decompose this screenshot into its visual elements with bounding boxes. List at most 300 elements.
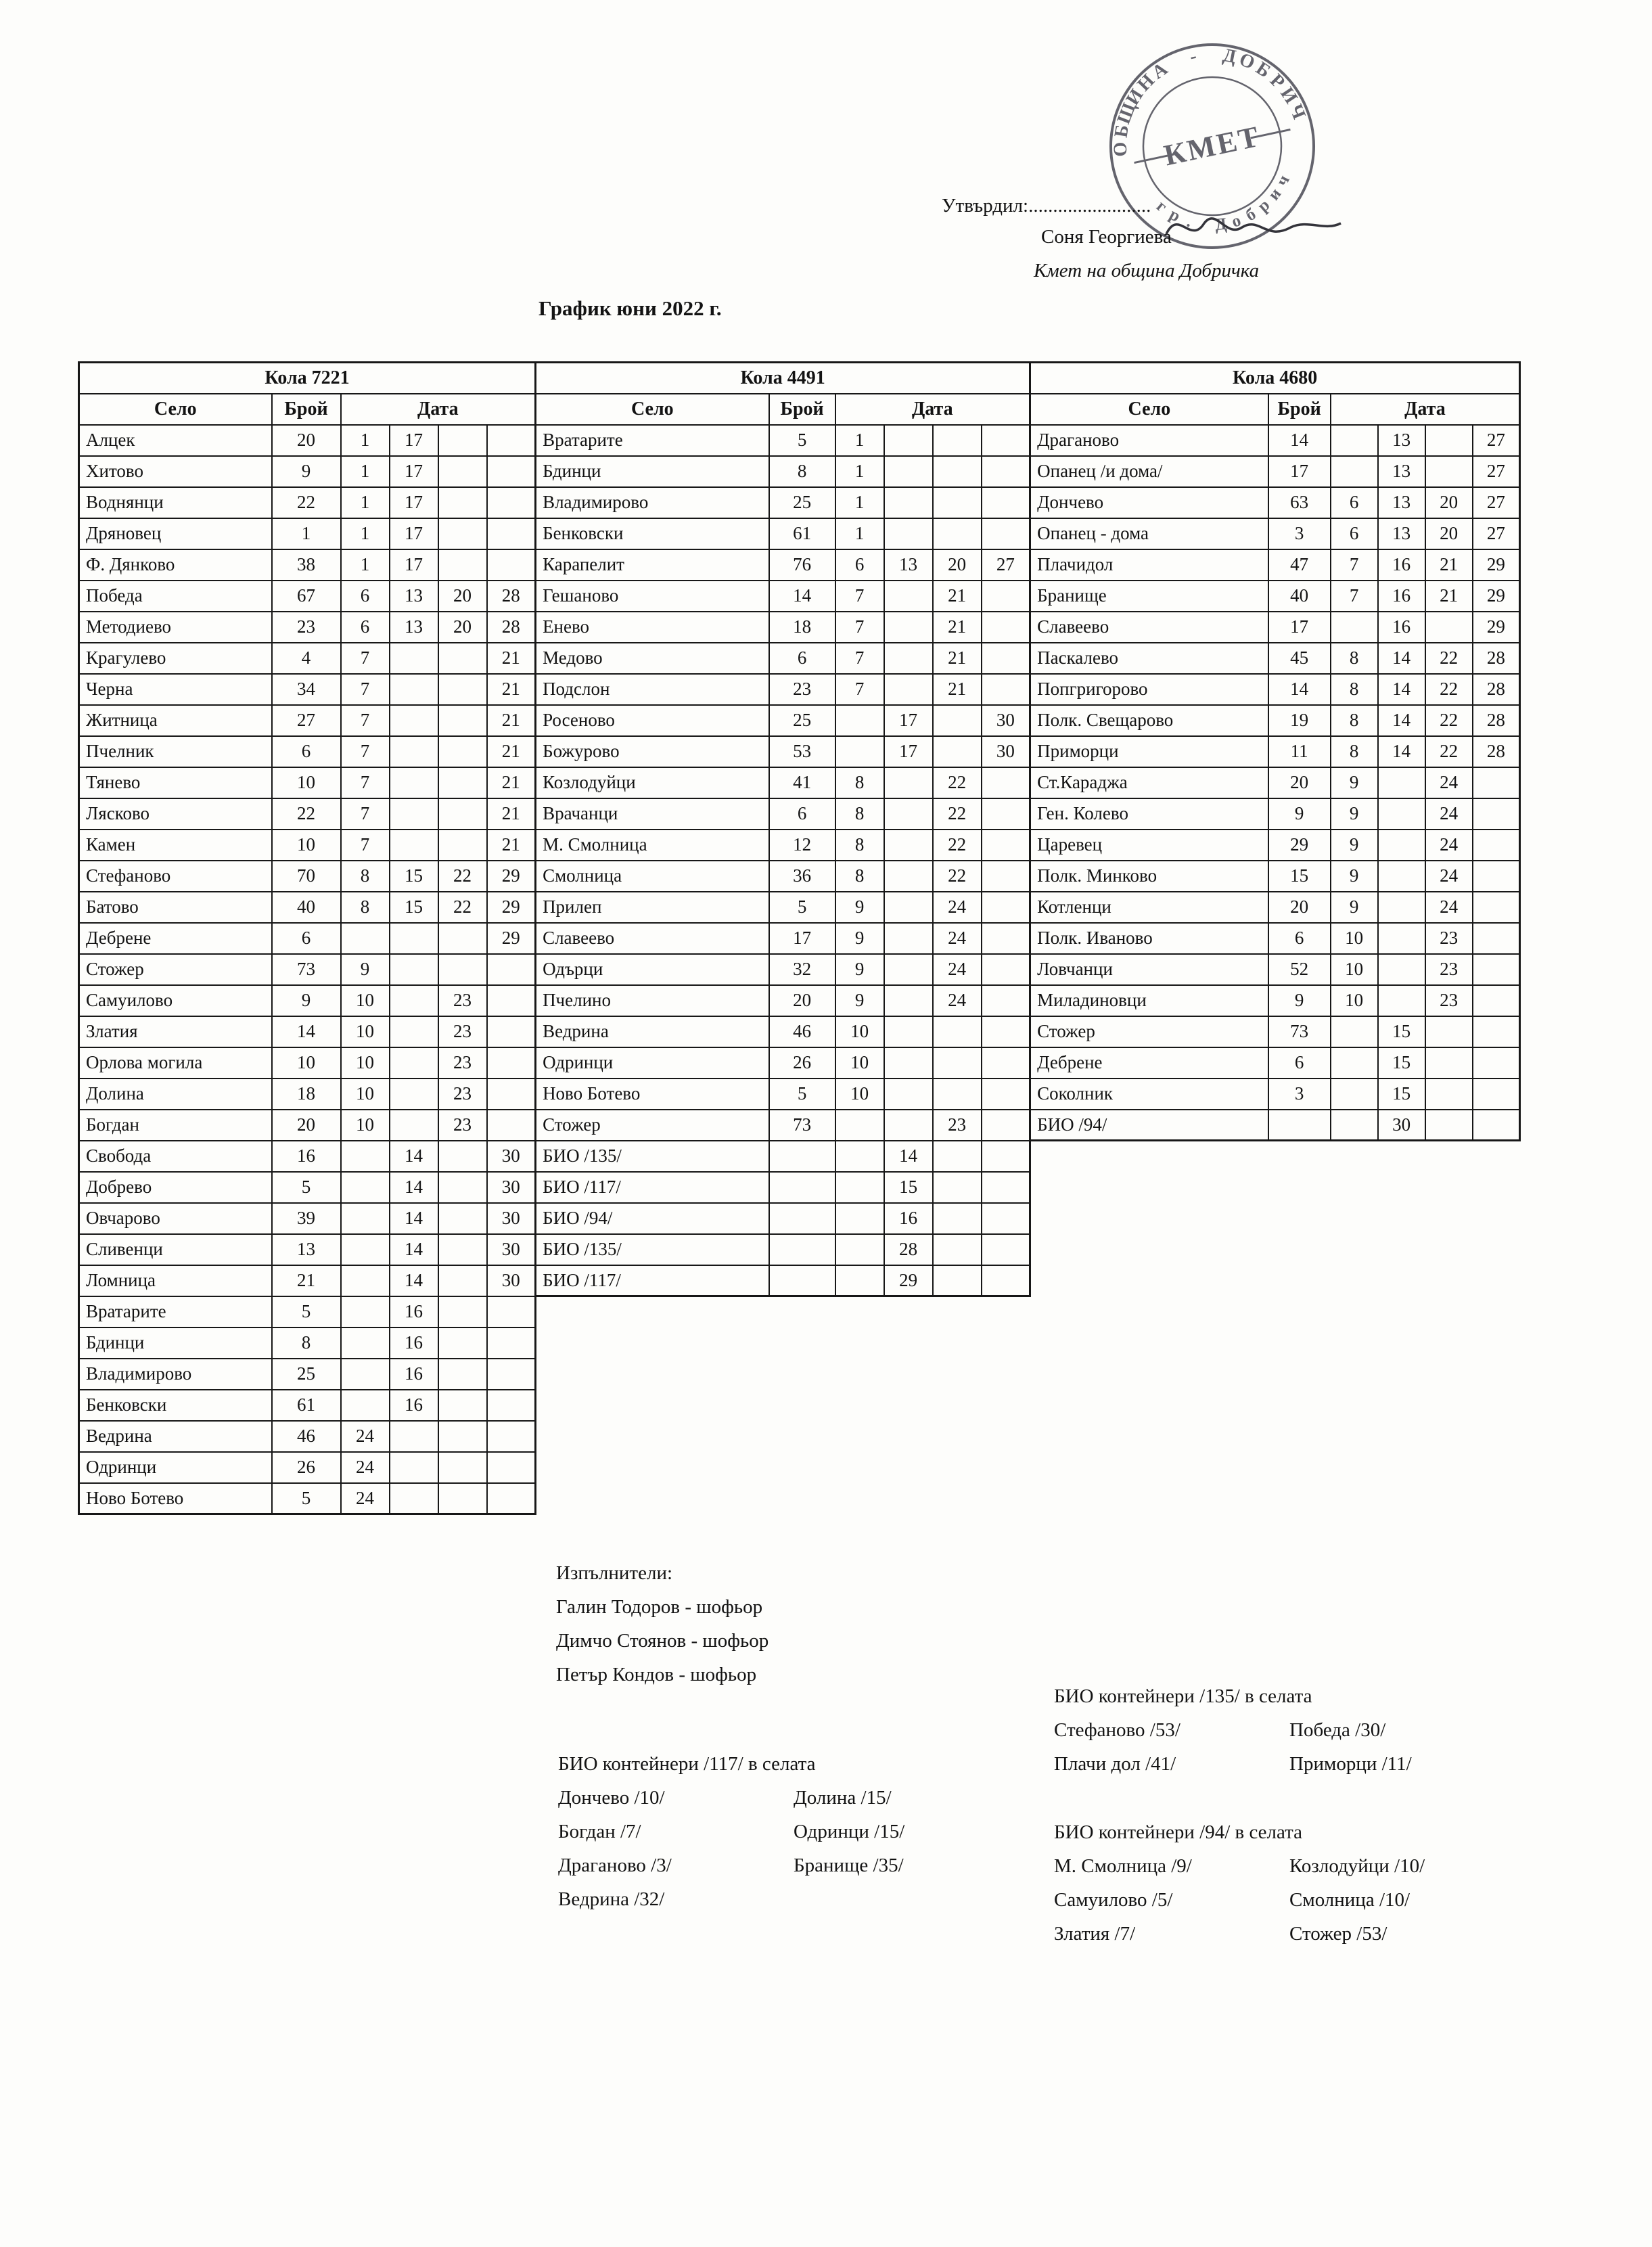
date-cell xyxy=(884,456,933,487)
date-cell: 10 xyxy=(1331,954,1378,985)
date-cell xyxy=(1425,612,1473,643)
table-row xyxy=(536,549,1030,581)
date-cell: 1 xyxy=(341,425,390,456)
date-cell xyxy=(884,518,933,549)
date-cell xyxy=(982,612,1030,643)
count-cell: 25 xyxy=(769,705,835,736)
count-cell: 5 xyxy=(769,425,835,456)
date-cell: 21 xyxy=(487,643,536,674)
date-cell: 16 xyxy=(390,1296,438,1327)
date-cell: 13 xyxy=(390,581,438,612)
date-cell xyxy=(487,456,536,487)
count-cell xyxy=(1268,1110,1331,1141)
village-cell: Полк. Иваново xyxy=(1030,923,1268,954)
table-row xyxy=(1030,1047,1520,1079)
count-cell: 22 xyxy=(272,487,341,518)
date-cell: 21 xyxy=(933,612,982,643)
executors-block xyxy=(556,1556,768,1692)
date-cell: 20 xyxy=(1425,518,1473,549)
date-cell xyxy=(390,1421,438,1452)
table-row xyxy=(79,1390,536,1421)
date-cell xyxy=(933,456,982,487)
date-cell xyxy=(982,425,1030,456)
count-cell: 20 xyxy=(769,985,835,1016)
count-cell: 38 xyxy=(272,549,341,581)
village-cell: Подслон xyxy=(536,674,769,705)
count-cell xyxy=(769,1265,835,1296)
date-cell xyxy=(487,954,536,985)
date-cell xyxy=(438,1452,487,1483)
car-title: Кола 4491 xyxy=(536,363,1030,394)
table-row xyxy=(1030,767,1520,798)
bio-note-item: М. Смолница /9/ xyxy=(1054,1855,1192,1877)
table-row xyxy=(79,1265,536,1296)
bio-note-item: Дончево /10/ xyxy=(558,1787,665,1809)
date-cell xyxy=(933,1172,982,1203)
date-cell: 10 xyxy=(835,1047,884,1079)
date-cell: 24 xyxy=(1425,861,1473,892)
date-cell: 6 xyxy=(1331,487,1378,518)
date-cell xyxy=(341,923,390,954)
village-cell: М. Смолница xyxy=(536,830,769,861)
date-cell xyxy=(884,954,933,985)
date-cell: 8 xyxy=(835,798,884,830)
date-cell: 7 xyxy=(341,830,390,861)
table-row xyxy=(1030,954,1520,985)
date-cell: 16 xyxy=(390,1359,438,1390)
bio-note-item: Златия /7/ xyxy=(1054,1923,1136,1945)
count-cell: 73 xyxy=(272,954,341,985)
count-cell: 5 xyxy=(769,892,835,923)
table-row xyxy=(79,1203,536,1234)
date-cell xyxy=(1378,954,1425,985)
date-cell xyxy=(933,1141,982,1172)
bio-note-item: Плачи дол /41/ xyxy=(1054,1753,1176,1775)
date-cell xyxy=(835,1141,884,1172)
table-row xyxy=(1030,798,1520,830)
executors-list xyxy=(556,1590,768,1692)
date-cell xyxy=(982,487,1030,518)
bio-note-right-column xyxy=(794,1781,904,1916)
date-cell xyxy=(487,518,536,549)
count-cell: 6 xyxy=(1268,923,1331,954)
date-cell xyxy=(933,425,982,456)
date-cell xyxy=(982,954,1030,985)
count-cell: 6 xyxy=(769,643,835,674)
count-cell: 9 xyxy=(1268,985,1331,1016)
date-cell: 13 xyxy=(1378,518,1425,549)
approver-name: Соня Георгиева xyxy=(1041,226,1172,248)
date-cell xyxy=(884,1016,933,1047)
village-cell: Ново Ботево xyxy=(536,1079,769,1110)
table-row xyxy=(536,612,1030,643)
date-cell: 9 xyxy=(835,985,884,1016)
village-cell: Врачанци xyxy=(536,798,769,830)
date-cell xyxy=(1473,830,1520,861)
count-cell: 26 xyxy=(769,1047,835,1079)
date-cell xyxy=(438,923,487,954)
date-cell: 27 xyxy=(1473,487,1520,518)
stamp-ring-char: ч xyxy=(1272,172,1293,189)
date-cell: 30 xyxy=(487,1203,536,1234)
count-cell: 20 xyxy=(1268,767,1331,798)
village-cell: Бенковски xyxy=(79,1390,272,1421)
village-cell: БИО /135/ xyxy=(536,1234,769,1265)
village-cell: Славеево xyxy=(1030,612,1268,643)
village-cell: Златия xyxy=(79,1016,272,1047)
village-cell: Ново Ботево xyxy=(79,1483,272,1514)
date-cell xyxy=(390,1016,438,1047)
date-cell: 15 xyxy=(1378,1016,1425,1047)
count-cell: 53 xyxy=(769,736,835,767)
date-cell: 29 xyxy=(487,923,536,954)
date-cell xyxy=(1473,954,1520,985)
signature-scribble xyxy=(1164,203,1353,257)
date-cell xyxy=(884,767,933,798)
stamp-ring-char: Д xyxy=(1221,44,1238,68)
count-cell: 46 xyxy=(272,1421,341,1452)
village-cell: Сливенци xyxy=(79,1234,272,1265)
village-cell: Долина xyxy=(79,1079,272,1110)
date-cell: 22 xyxy=(1425,736,1473,767)
table-row xyxy=(79,1421,536,1452)
date-cell xyxy=(487,1483,536,1514)
date-cell xyxy=(487,1016,536,1047)
bio-note-135 xyxy=(1054,1679,1412,1781)
count-cell: 13 xyxy=(272,1234,341,1265)
date-cell: 24 xyxy=(1425,767,1473,798)
count-cell: 17 xyxy=(769,923,835,954)
date-cell: 9 xyxy=(1331,798,1378,830)
bio-note-left-column xyxy=(1054,1849,1289,1951)
date-cell: 23 xyxy=(1425,923,1473,954)
date-cell xyxy=(982,643,1030,674)
date-cell: 9 xyxy=(835,892,884,923)
count-cell: 10 xyxy=(272,1047,341,1079)
date-cell xyxy=(1378,798,1425,830)
date-cell: 9 xyxy=(1331,830,1378,861)
date-cell: 14 xyxy=(1378,674,1425,705)
table-row xyxy=(79,1296,536,1327)
date-cell xyxy=(933,736,982,767)
count-cell: 15 xyxy=(1268,861,1331,892)
executor-item: Димчо Стоянов - шофьор xyxy=(556,1630,769,1652)
village-cell: Полк. Свещарово xyxy=(1030,705,1268,736)
table-row xyxy=(536,487,1030,518)
approval-label: Утвърдил:......................... xyxy=(942,195,1151,217)
date-cell xyxy=(982,518,1030,549)
count-cell: 20 xyxy=(1268,892,1331,923)
village-cell: Крагулево xyxy=(79,643,272,674)
table-row xyxy=(79,487,536,518)
village-cell: Божурово xyxy=(536,736,769,767)
date-cell: 6 xyxy=(341,612,390,643)
date-cell: 21 xyxy=(1425,581,1473,612)
date-cell: 28 xyxy=(1473,643,1520,674)
date-cell xyxy=(1473,767,1520,798)
count-cell: 14 xyxy=(1268,425,1331,456)
count-cell: 9 xyxy=(1268,798,1331,830)
bio-note-item: Драганово /3/ xyxy=(558,1855,672,1876)
car-title: Кола 4680 xyxy=(1030,363,1520,394)
date-cell xyxy=(487,1047,536,1079)
date-cell xyxy=(1425,1047,1473,1079)
date-cell: 7 xyxy=(341,674,390,705)
village-cell: Пчелник xyxy=(79,736,272,767)
table-row xyxy=(79,1047,536,1079)
village-cell: Ведрина xyxy=(79,1421,272,1452)
village-cell: Владимирово xyxy=(79,1359,272,1390)
village-cell: Царевец xyxy=(1030,830,1268,861)
count-cell: 73 xyxy=(1268,1016,1331,1047)
date-cell xyxy=(1473,1047,1520,1079)
date-cell: 17 xyxy=(884,736,933,767)
date-cell: 23 xyxy=(438,985,487,1016)
date-cell: 23 xyxy=(438,1110,487,1141)
table-row xyxy=(536,1079,1030,1110)
date-cell xyxy=(438,705,487,736)
date-cell: 1 xyxy=(835,425,884,456)
table-title-row xyxy=(536,363,1030,394)
village-cell: Росеново xyxy=(536,705,769,736)
date-cell xyxy=(884,985,933,1016)
table-row xyxy=(1030,892,1520,923)
village-cell: Опанец - дома xyxy=(1030,518,1268,549)
count-cell: 16 xyxy=(272,1141,341,1172)
date-cell xyxy=(438,1359,487,1390)
date-cell xyxy=(390,985,438,1016)
date-cell xyxy=(438,1203,487,1234)
date-cell: 7 xyxy=(835,581,884,612)
date-cell: 24 xyxy=(341,1452,390,1483)
date-cell xyxy=(1378,767,1425,798)
stamp-ring-char: Д xyxy=(1214,214,1228,235)
date-cell: 9 xyxy=(835,923,884,954)
village-cell: Стефаново xyxy=(79,861,272,892)
executors-title: Изпълнители: xyxy=(556,1562,673,1584)
table-row xyxy=(79,643,536,674)
date-cell: 8 xyxy=(1331,705,1378,736)
bio-note-item: Козлодуйци /10/ xyxy=(1289,1855,1425,1877)
table-row xyxy=(79,736,536,767)
bio-note-item: Самуилово /5/ xyxy=(1054,1889,1173,1911)
table-row xyxy=(536,518,1030,549)
village-cell: Батово xyxy=(79,892,272,923)
date-cell: 21 xyxy=(487,705,536,736)
village-cell: Свобода xyxy=(79,1141,272,1172)
date-cell xyxy=(438,1327,487,1359)
date-cell: 15 xyxy=(1378,1047,1425,1079)
count-cell: 6 xyxy=(272,736,341,767)
bio-note-item: Бранище /35/ xyxy=(794,1855,904,1876)
date-cell: 10 xyxy=(341,1016,390,1047)
date-header: Дата xyxy=(835,394,1030,425)
date-cell xyxy=(1473,1079,1520,1110)
date-cell xyxy=(438,1265,487,1296)
count-cell: 10 xyxy=(272,830,341,861)
village-cell: Медово xyxy=(536,643,769,674)
date-cell xyxy=(1331,425,1378,456)
village-cell: Воднянци xyxy=(79,487,272,518)
date-cell: 8 xyxy=(835,767,884,798)
bio-note-left-column xyxy=(1054,1713,1289,1781)
date-cell xyxy=(1331,1110,1378,1141)
village-header: Село xyxy=(536,394,769,425)
village-cell: Ф. Дянково xyxy=(79,549,272,581)
date-cell xyxy=(390,736,438,767)
stamp-ring-char: И xyxy=(1276,83,1302,108)
bio-note-item: Богдан /7/ xyxy=(558,1821,641,1842)
date-cell: 23 xyxy=(438,1079,487,1110)
date-cell: 21 xyxy=(487,674,536,705)
date-cell xyxy=(982,985,1030,1016)
table-row xyxy=(1030,830,1520,861)
table-row xyxy=(536,1110,1030,1141)
table-row xyxy=(1030,861,1520,892)
village-cell: Ведрина xyxy=(536,1016,769,1047)
date-cell: 27 xyxy=(1473,518,1520,549)
bio-note-right-column xyxy=(1289,1849,1425,1951)
date-cell: 7 xyxy=(341,705,390,736)
date-cell: 1 xyxy=(341,456,390,487)
stamp-center-text: КМЕТ xyxy=(1161,119,1264,173)
date-cell: 14 xyxy=(390,1172,438,1203)
date-cell: 23 xyxy=(933,1110,982,1141)
table-row xyxy=(1030,736,1520,767)
date-cell: 28 xyxy=(884,1234,933,1265)
date-cell xyxy=(982,1141,1030,1172)
date-cell xyxy=(835,1110,884,1141)
count-cell: 61 xyxy=(272,1390,341,1421)
date-cell: 29 xyxy=(1473,581,1520,612)
village-cell: Дебрене xyxy=(79,923,272,954)
table-row xyxy=(79,1359,536,1390)
date-cell: 6 xyxy=(341,581,390,612)
table-row xyxy=(1030,425,1520,456)
table-row xyxy=(1030,1016,1520,1047)
bio-note-columns xyxy=(1054,1713,1412,1781)
date-cell xyxy=(341,1359,390,1390)
date-cell: 21 xyxy=(933,643,982,674)
date-cell xyxy=(1331,1047,1378,1079)
date-cell xyxy=(341,1141,390,1172)
village-cell: Стожер xyxy=(536,1110,769,1141)
date-cell xyxy=(933,1265,982,1296)
table-row xyxy=(1030,518,1520,549)
table-row xyxy=(79,581,536,612)
village-cell: Енево xyxy=(536,612,769,643)
table-row xyxy=(1030,612,1520,643)
date-cell: 10 xyxy=(341,1047,390,1079)
date-cell xyxy=(835,705,884,736)
date-cell: 21 xyxy=(1425,549,1473,581)
date-cell xyxy=(487,1296,536,1327)
date-cell: 24 xyxy=(933,954,982,985)
date-header: Дата xyxy=(341,394,536,425)
date-cell xyxy=(390,954,438,985)
date-cell xyxy=(884,1079,933,1110)
date-cell: 8 xyxy=(341,892,390,923)
count-cell: 26 xyxy=(272,1452,341,1483)
count-cell: 18 xyxy=(769,612,835,643)
stamp-ring-char: . xyxy=(1185,212,1195,231)
date-cell xyxy=(438,736,487,767)
count-cell xyxy=(769,1234,835,1265)
date-cell xyxy=(1425,1110,1473,1141)
village-cell: БИО /94/ xyxy=(1030,1110,1268,1141)
count-cell: 34 xyxy=(272,674,341,705)
count-header: Брой xyxy=(1268,394,1331,425)
date-cell xyxy=(341,1390,390,1421)
date-cell: 23 xyxy=(1425,954,1473,985)
date-cell xyxy=(487,487,536,518)
date-cell xyxy=(438,487,487,518)
tables-row xyxy=(78,361,1521,1515)
date-cell xyxy=(982,923,1030,954)
count-cell: 12 xyxy=(769,830,835,861)
date-cell xyxy=(438,425,487,456)
count-cell: 39 xyxy=(272,1203,341,1234)
stamp-ring-char: Б xyxy=(1110,123,1134,139)
date-cell xyxy=(982,861,1030,892)
count-cell xyxy=(769,1141,835,1172)
date-cell xyxy=(438,1296,487,1327)
table-row xyxy=(79,425,536,456)
date-cell: 20 xyxy=(1425,487,1473,518)
count-header: Брой xyxy=(769,394,835,425)
count-cell: 10 xyxy=(272,767,341,798)
date-cell xyxy=(884,425,933,456)
stamp-ring-char: о xyxy=(1229,211,1243,231)
date-cell: 10 xyxy=(341,1079,390,1110)
village-cell: Стожер xyxy=(79,954,272,985)
date-cell xyxy=(884,861,933,892)
table-row xyxy=(79,954,536,985)
date-cell xyxy=(1378,861,1425,892)
date-cell: 27 xyxy=(1473,456,1520,487)
village-cell: Вратарите xyxy=(536,425,769,456)
date-cell xyxy=(933,487,982,518)
bio-note-item: Смолница /10/ xyxy=(1289,1889,1410,1911)
date-cell xyxy=(1425,1079,1473,1110)
date-cell xyxy=(1425,456,1473,487)
table-row xyxy=(79,1016,536,1047)
village-cell: Владимирово xyxy=(536,487,769,518)
date-cell: 17 xyxy=(390,456,438,487)
date-cell xyxy=(438,830,487,861)
count-cell: 1 xyxy=(272,518,341,549)
village-cell: Бенковски xyxy=(536,518,769,549)
count-cell: 4 xyxy=(272,643,341,674)
count-cell: 27 xyxy=(272,705,341,736)
count-cell: 40 xyxy=(272,892,341,923)
date-cell: 1 xyxy=(341,549,390,581)
village-cell: Драганово xyxy=(1030,425,1268,456)
date-cell xyxy=(1473,1110,1520,1141)
date-cell xyxy=(933,705,982,736)
stamp-ring-char: б xyxy=(1242,204,1260,225)
date-cell: 14 xyxy=(1378,736,1425,767)
date-cell: 28 xyxy=(1473,736,1520,767)
date-cell: 8 xyxy=(1331,643,1378,674)
date-cell xyxy=(390,1110,438,1141)
date-cell: 22 xyxy=(438,892,487,923)
date-cell xyxy=(1331,1079,1378,1110)
date-cell: 7 xyxy=(835,674,884,705)
date-cell xyxy=(982,1110,1030,1141)
table-row xyxy=(79,674,536,705)
date-cell xyxy=(487,985,536,1016)
